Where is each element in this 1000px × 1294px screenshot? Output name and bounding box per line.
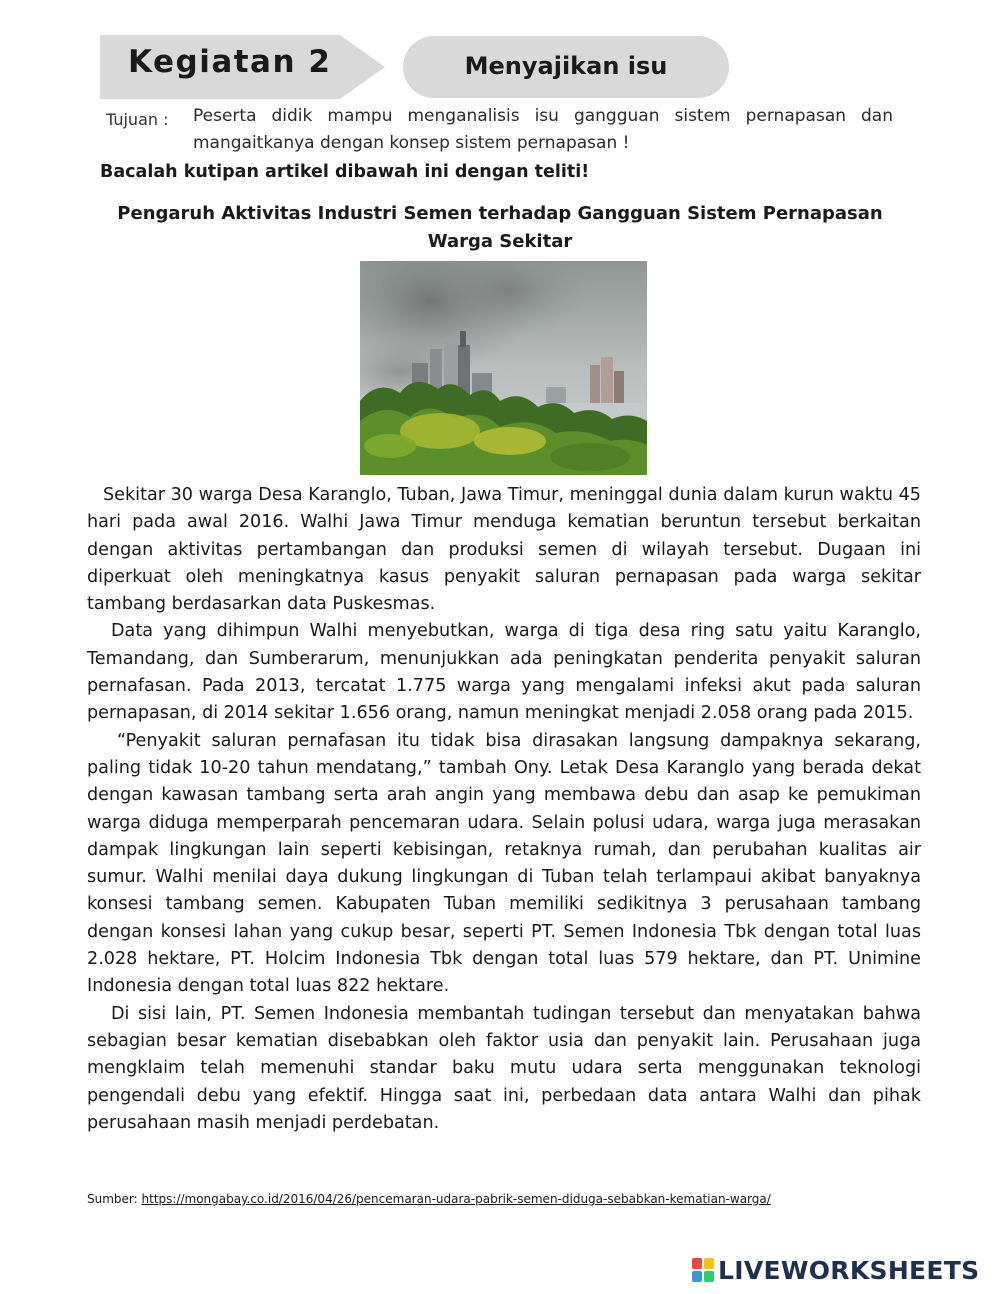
source-label: Sumber: (87, 1192, 138, 1206)
topic-pill-label: Menyajikan isu (464, 52, 668, 80)
article-title: Pengaruh Aktivitas Industri Semen terhadap Gangguan Sistem Pernapasan Warga Sekitar (117, 203, 883, 252)
article-paragraph-4: Di sisi lain, PT. Semen Indonesia membantah tudingan tersebut dan menyatakan bahwa sebagian besar kematian disebabkan oleh faktor usia dan penyakit lain. Perusahaan juga mengklaim telah memenuhi standar baku mutu udara serta menggunakan teknologi pengendali debu yang efektif. Hingga saat ini, perbedaan data antara Walhi dan pihak perusahaan masih menjadi perdebatan. (87, 1003, 921, 1133)
activity-label: Kegiatan 2 (128, 44, 332, 80)
article-body (87, 482, 921, 1137)
cement-factory-photo (360, 261, 647, 475)
liveworksheets-logo (692, 1254, 979, 1286)
article-paragraph-1: Sekitar 30 warga Desa Karanglo, Tuban, Jawa Timur, meninggal dunia dalam kurun waktu 45 hari pada awal 2016. Walhi Jawa Timur menduga kematian beruntun tersebut berkaitan dengan aktivitas pertambangan dan produksi semen di wilayah tersebut. Dugaan ini diperkuat oleh meningkatnya kasus penyakit saluran pernapasan pada warga sekitar tambang berdasarkan data Puskesmas. (87, 485, 921, 615)
goal-text: Peserta didik mampu menganalisis isu gangguan sistem pernapasan dan mangaitkanya dengan konsep sistem pernapasan ! (193, 106, 893, 153)
article-paragraph-3: “Penyakit saluran pernafasan itu tidak bisa dirasakan langsung dampaknya sekarang, paling tidak 10-20 tahun mendatang,” tambah Ony. Letak Desa Karanglo yang berada dekat dengan kawasan tambang serta arah angin yang membawa debu dan asap ke pemukiman warga diduga memperparah pencemaran udara. Selain polusi udara, warga juga merasakan dampak lingkungan lain seperti kebisingan, retaknya rumah, dan perubahan kualitas air sumur. Walhi menilai daya dukung lingkungan di Tuban telah terlampaui akibat banyaknya konsesi tambang semen. Kabupaten Tuban memiliki sedikitnya 3 perusahaan tambang dengan konsesi lahan yang cukup besar, seperti PT. Semen Indonesia Tbk dengan total luas 2.028 hektare, PT. Holcim Indonesia Tbk dengan total luas 579 hektare, dan PT. Unimine Indonesia dengan total luas 822 hektare. (87, 730, 921, 997)
article-paragraph-2: Data yang dihimpun Walhi menyebutkan, warga di tiga desa ring satu yaitu Karanglo, Temandang, dan Sumberarum, menunjukkan ada peningkatan penderita penyakit saluran pernafasan. Pada 2013, tercatat 1.775 warga yang mengalami infeksi akut pada saluran pernapasan, di 2014 sekitar 1.656 orang, namun meningkat menjadi 2.058 orang pada 2015. (87, 621, 921, 724)
goal-label: Tujuan : (106, 110, 169, 129)
source-line (87, 1192, 771, 1206)
liveworksheets-logo-icon (692, 1258, 714, 1282)
liveworksheets-logo-text: LIVEWORKSHEETS (718, 1255, 980, 1285)
reading-instruction: Bacalah kutipan artikel dibawah ini dengan teliti! (100, 162, 590, 182)
source-link[interactable]: https://mongabay.co.id/2016/04/26/pencemaran-udara-pabrik-semen-diduga-sebabkan-kematian-warga/ (141, 1192, 771, 1206)
